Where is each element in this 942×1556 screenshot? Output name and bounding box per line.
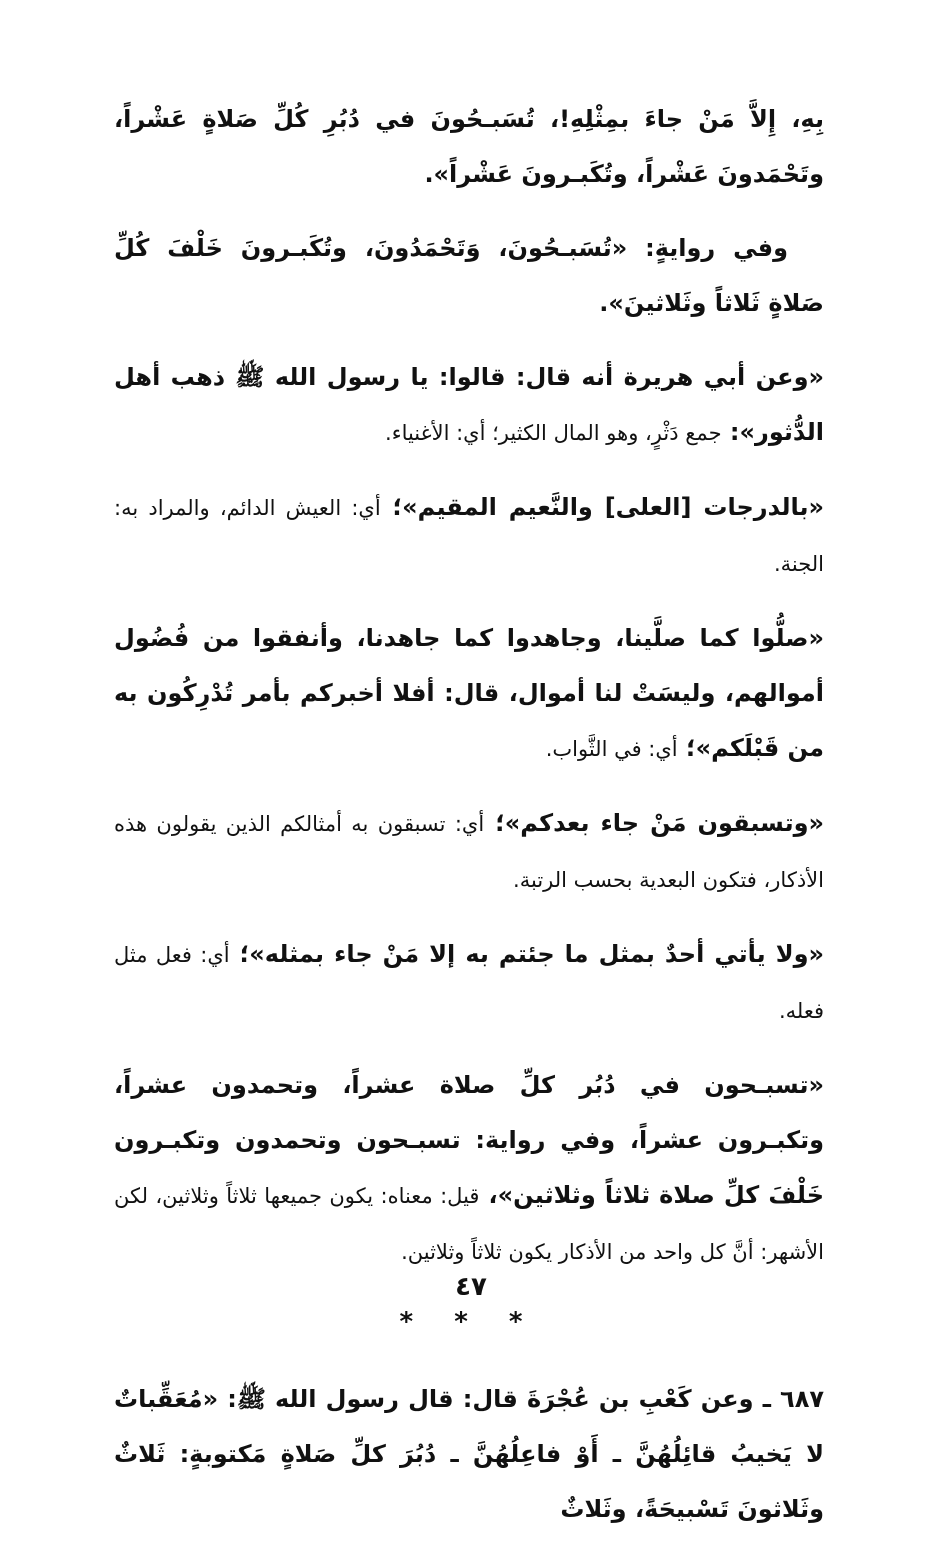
paragraph-1 [114, 92, 824, 202]
hadith-quote: «تسبـحون في دُبُر كلِّ صلاة عشراً، وتحمدون عشراً، وتكبـرون عشراً، وفي رواية: تسبـحون وتحمدون وتكبـرون خَلْفَ كلِّ صلاة ثلاثاً وثلاثين»، [114, 1071, 824, 1209]
paragraph-8 [114, 1058, 824, 1280]
hadith-687 [114, 1372, 824, 1537]
commentary-text: قيل: معناه: يكون جميعها ثلاثاً وثلاثين، لكن الأشهر: أنَّ كل واحد من الأذكار يكون ثلاثاً وثلاثين. [114, 1184, 824, 1264]
hadith-quote: «وتسبقون مَنْ جاء بعدكم»؛ [484, 809, 825, 837]
section-separator: * * * [399, 1307, 539, 1337]
hadith-quote: «صلُّوا كما صلَّينا، وجاهدوا كما جاهدنا، وأنفقوا من فُضُول أموالهم، وليسَتْ لنا أموال، قال: أفلا أخبركم بأمر تُدْرِكُون به من قَبْلَكم»؛ [114, 624, 824, 762]
hadith-text: وفي روايةٍ: «تُسَبـحُونَ، وَتَحْمَدُونَ، وتُكَبـرونَ خَلْفَ كُلِّ صَلاةٍ ثَلاثاً وثَلاثينَ». [114, 234, 824, 317]
commentary-text: أي: العيش الدائم، والمراد به: الجنة. [114, 496, 824, 576]
commentary-text: جمع دَثْرٍ، وهو المال الكثير؛ أي: الأغنياء. [385, 421, 722, 445]
paragraph-3 [114, 350, 824, 461]
paragraph-7 [114, 927, 824, 1039]
hadith-quote: «بالدرجات [العلى] والنَّعيم المقيم»؛ [380, 493, 824, 521]
commentary-text: أي: في الثَّواب. [545, 737, 678, 761]
hadith-quote: «ولا يأتي أحدٌ بمثل ما جئتم به إلا مَنْ جاء بمثله»؛ [229, 940, 825, 968]
hadith-text: بِهِ، إِلاَّ مَنْ جاءَ بمِثْلِهِ!، تُسَبـحُونَ في دُبُرِ كُلِّ صَلاةٍ عَشْراً، وتَحْمَدونَ عَشْراً، وتُكَبـرونَ عَشْراً». [114, 105, 824, 188]
paragraph-2 [114, 221, 824, 331]
commentary-text: أي: فعل مثل فعله. [114, 943, 824, 1023]
paragraph-6 [114, 796, 824, 908]
page-number: ٤٧ [455, 1272, 487, 1302]
paragraph-4 [114, 480, 824, 592]
hadith-quote: «وعن أبي هريرة أنه قال: قالوا: يا رسول الله ﷺ ذهب أهل الدُّثور»: [114, 363, 824, 446]
hadith-text: ٦٨٧ ـ وعن كَعْبِ بن عُجْرَةَ قال: قال رسول الله ﷺ: «مُعَقِّباتٌ لا يَخيبُ قائِلُهُنَّ ـ أَوْ فاعِلُهُنَّ ـ دُبُرَ كلِّ صَلاةٍ مَكتوبةٍ: ثَلاثٌ وثَلاثونَ تَسْبيحَةً، وثَلاثٌ [114, 1385, 824, 1523]
page-body [114, 92, 824, 1556]
commentary-text: أي: تسبقون به أمثالكم الذين يقولون هذه الأذكار، فتكون البعدية بحسب الرتبة. [114, 812, 824, 892]
paragraph-5 [114, 611, 824, 777]
